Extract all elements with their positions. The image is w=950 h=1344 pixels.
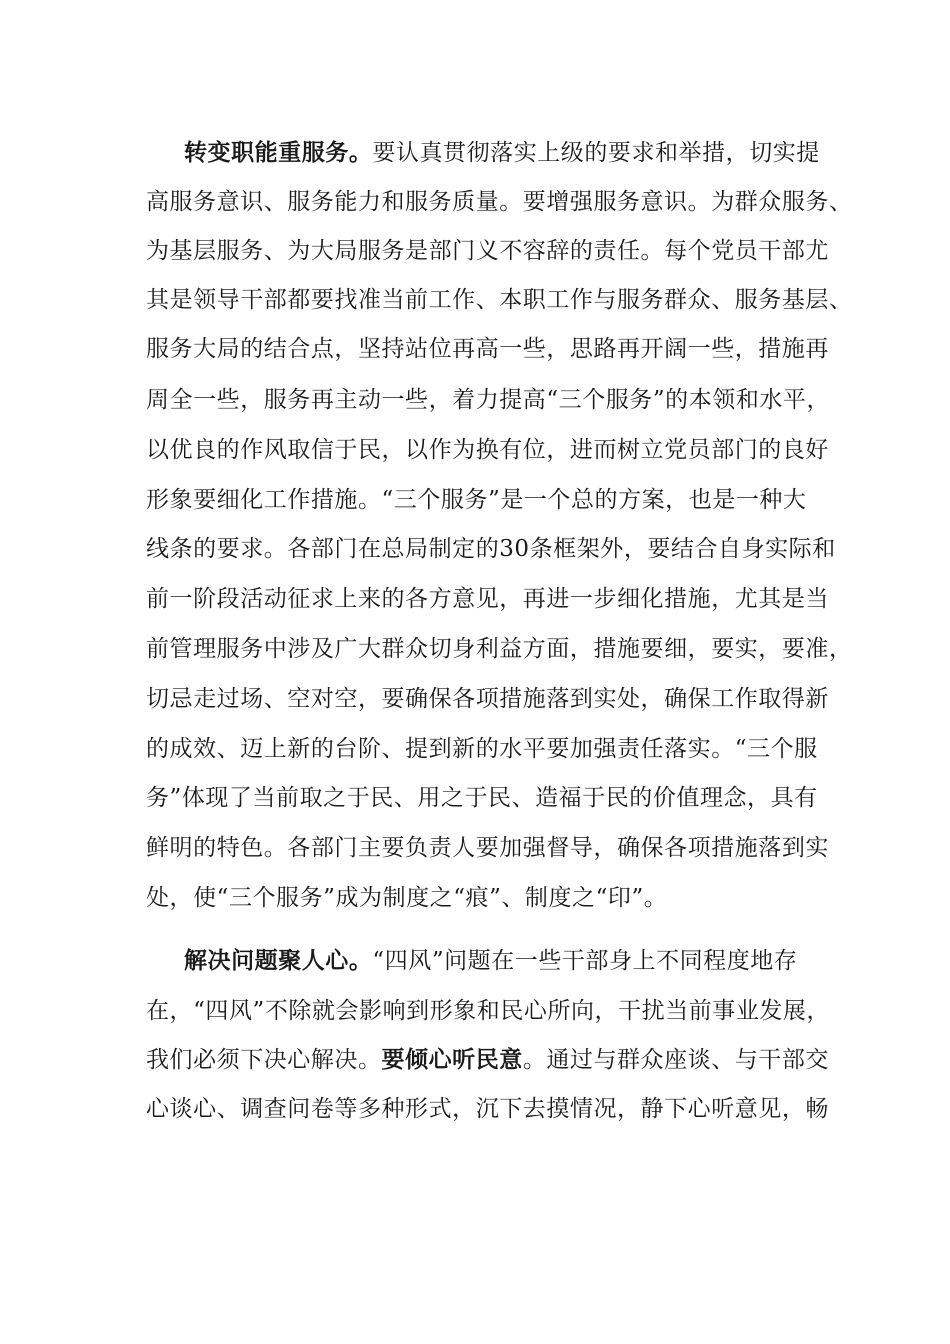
paragraph-line: 周全一些，服务再主动一些，着力提高“三个服务”的本领和水平， bbox=[146, 387, 831, 413]
paragraph-heading: 解决问题聚人心。 bbox=[184, 947, 373, 974]
paragraph-line: 其是领导干部都要找准当前工作、本职工作与服务群众、服务基层、 bbox=[146, 287, 853, 313]
paragraph-line bbox=[146, 1045, 829, 1075]
paragraph-line: 在，“四风”不除就会影响到形象和民心所向，干扰当前事业发展， bbox=[146, 998, 831, 1024]
paragraph-line: 前管理服务中涉及广大群众切身利益方面，措施要细，要实，要准， bbox=[146, 636, 853, 662]
inline-bold-heading: 要倾心听民意 bbox=[381, 1046, 523, 1073]
paragraph-line: 务”体现了当前取之于民、用之于民、造福于民的价值理念，具有 bbox=[146, 785, 818, 811]
paragraph-line: 以优良的作风取信于民，以作为换有位，进而树立党员部门的良好 bbox=[146, 437, 829, 463]
paragraph-line: 前一阶段活动征求上来的各方意见，再进一步细化措施，尤其是当 bbox=[146, 586, 829, 612]
paragraph-line bbox=[184, 138, 824, 168]
paragraph-line: 的成效、迈上新的台阶、提到新的水平要加强责任落实。“三个服 bbox=[146, 736, 818, 762]
paragraph-line: 鲜明的特色。各部门主要负责人要加强督导，确保各项措施落到实 bbox=[146, 835, 829, 861]
paragraph-line bbox=[184, 946, 824, 976]
line-text: 要认真贯彻落实上级的要求和举措，切实提 bbox=[372, 140, 820, 166]
paragraph-heading: 转变职能重服务。 bbox=[184, 139, 373, 166]
paragraph-line: 高服务意识、服务能力和服务质量。要增强服务意识。为群众服务、 bbox=[146, 189, 853, 215]
line-text: 我们必须下决心解决。 bbox=[146, 1047, 382, 1073]
line-text: 。通过与群众座谈、与干部交 bbox=[522, 1047, 829, 1073]
line-text: “四风”问题在一些干部身上不同程度地存 bbox=[372, 948, 798, 974]
paragraph-line: 形象要细化工作措施。“三个服务”是一个总的方案，也是一种大 bbox=[146, 487, 807, 513]
paragraph-line: 服务大局的结合点，坚持站位再高一些，思路再开阔一些，措施再 bbox=[146, 336, 829, 362]
paragraph-line: 为基层服务、为大局服务是部门义不容辞的责任。每个党员干部尤 bbox=[146, 238, 829, 264]
paragraph-line: 切忌走过场、空对空，要确保各项措施落到实处，确保工作取得新 bbox=[146, 686, 829, 712]
paragraph-line: 处，使“三个服务”成为制度之“痕”、制度之“印”。 bbox=[146, 885, 668, 911]
paragraph-line: 线条的要求。各部门在总局制定的30条框架外，要结合自身实际和 bbox=[146, 536, 836, 562]
paragraph-line: 心谈心、调查问卷等多种形式，沉下去摸情况，静下心听意见，畅 bbox=[146, 1096, 829, 1122]
